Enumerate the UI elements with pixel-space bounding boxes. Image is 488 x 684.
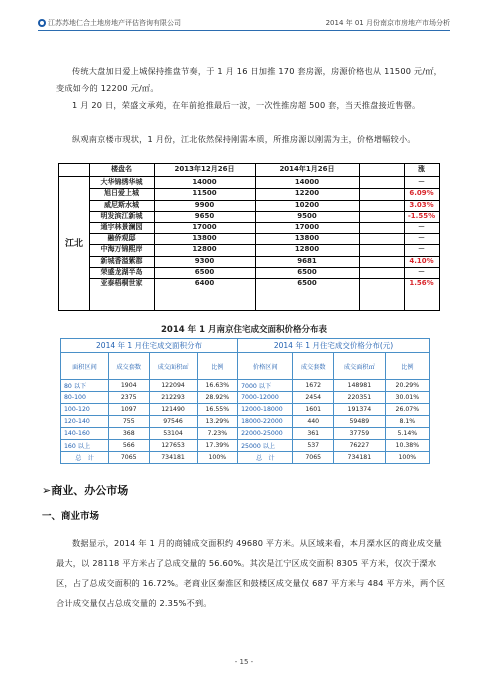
col-header: 成交面积㎡ [334,353,386,380]
grid-line [255,164,256,310]
area-size-cell: 127653 [149,440,197,452]
col-header: 面积区间 [61,353,109,380]
price-table-row [59,233,439,244]
area-size-cell: 122094 [149,380,197,392]
area-range-cell: 总 计 [61,452,109,464]
col-header: 成交套数 [108,353,149,380]
price-size-cell: 148981 [334,380,386,392]
grid-line [359,164,360,310]
price-table-row [59,256,439,267]
distribution-table-row [61,380,430,392]
price-table-header-row [59,164,439,175]
price-table-row [59,267,439,278]
area-count-cell: 1904 [108,380,149,392]
area-size-cell: 734181 [149,452,197,464]
col-header: 成交面积㎡ [149,353,197,380]
price-count-cell: 537 [293,440,334,452]
page-number: - 15 - [234,658,254,666]
change-cell: 4.10% [409,256,434,265]
dec-price-cell: 6500 [194,267,215,276]
column-header-row [61,353,430,380]
grid-line [89,233,439,234]
price-count-cell: 2454 [293,392,334,404]
grid-line [89,267,439,268]
area-range-cell: 80 以下 [61,380,109,392]
price-range-cell: 18000-22000 [238,416,293,428]
header-divider [38,30,450,31]
jan-price-cell: 9500 [297,211,317,220]
sub-heading: 一、商业市场 [42,511,100,522]
grid-line [89,164,90,310]
col-header: 价格区间 [238,353,293,380]
jan-price-cell: 10200 [294,200,320,209]
area-count-cell: 7065 [108,452,149,464]
price-size-cell: 76227 [334,440,386,452]
project-name-cell: 旭日爱上城 [104,189,139,198]
project-name-cell: 亚泰梧桐世家 [100,279,143,287]
area-range-cell: 100-120 [61,404,109,416]
jan-price-cell: 9681 [297,256,317,265]
grid-line [89,256,439,257]
area-size-cell: 212293 [149,392,197,404]
commercial-paragraph: 数据显示，2014 年 1 月的商铺成交面积约 49680 平方米。从区域来看，本月溧水区的商业成交量最大，以 28118 平方米占了总成交量的 56.60%。其次是江宁区成交面积 8305 平方米，仅次于溧水区，占了总成交面积的 16.72%。老商业区秦淮区和鼓楼区成交量仅 687 平方米与 484 平方米，两个区合计成交量仅占总成交量的 2.35%不到。 [56,538,446,608]
project-name-cell: 威尼斯水城 [104,200,139,209]
intro-paragraph-3: 纵观南京楼市现状，1 月份，江北依然保持刚需本质，所推房源以刚需为主，价格增幅较小。 [72,134,416,144]
area-ratio-cell: 17.39% [197,440,238,452]
change-cell: 6.09% [409,189,434,198]
price-count-cell: 361 [293,428,334,440]
col-header: 成交套数 [293,353,334,380]
change-cell: 3.03% [409,200,434,209]
company-logo-icon [38,19,46,27]
area-ratio-cell: 28.92% [197,392,238,404]
price-ratio-cell: 10.38% [385,440,429,452]
price-table-row [59,188,439,199]
area-count-cell: 755 [108,416,149,428]
distribution-table-row [61,392,430,404]
grid-line [89,200,439,201]
project-name-cell: 中海万锦熙岸 [100,245,143,254]
distribution-table-row [61,404,430,416]
area-size-cell: 97546 [149,416,197,428]
grid-line [89,244,439,245]
price-count-cell: 1672 [293,380,334,392]
area-size-cell: 121490 [149,404,197,416]
section-heading: ➢商业、办公市场 [42,484,129,497]
change-cell: － [418,178,425,187]
grid-line [59,176,439,177]
price-size-cell: 37759 [334,428,386,440]
section-header-row [61,339,430,353]
price-change-table [58,163,440,311]
price-size-cell: 220351 [334,392,386,404]
price-range-cell: 25000 以上 [238,440,293,452]
dec-price-cell: 13800 [192,234,217,243]
grid-line [154,164,155,310]
area-range-cell: 140-160 [61,428,109,440]
price-size-cell: 59489 [334,416,386,428]
price-table-header-cell: 涨 [418,165,425,173]
dec-price-cell: 11500 [192,189,217,198]
change-cell: － [418,267,425,276]
header-report-title: 2014 年 01 月份南京市房地产市场分析 [325,19,450,27]
dec-price-cell: 12800 [192,245,217,254]
price-ratio-cell: 30.01% [385,392,429,404]
price-range-cell: 12000-18000 [238,404,293,416]
price-table-row [59,177,439,188]
distribution-table-title: 2014 年 1 月南京住宅成交面积价格分布表 [161,325,327,335]
jan-price-cell: 12200 [294,189,320,198]
col-header: 比例 [385,353,429,380]
price-range-cell: 7000-12000 [238,392,293,404]
jan-price-cell: 14000 [294,178,320,187]
grid-line [89,211,439,212]
grid-line [89,222,439,223]
dec-price-cell: 14000 [192,178,217,187]
price-table-row [59,211,439,222]
price-section-header: 2014 年 1 月住宅成交价格分布(元) [238,339,430,353]
page-header [38,18,450,32]
dec-price-cell: 6400 [194,279,215,287]
jan-price-cell: 12800 [294,245,320,254]
intro-paragraph-2: 1 月 20 日，荣盛文承苑，在年前抢推最后一波，一次性推房超 500 套，当天推盘接近售罄。 [72,100,421,110]
area-ratio-cell: 13.29% [197,416,238,428]
project-name-cell: 融侨观邸 [107,234,136,243]
area-count-cell: 566 [108,440,149,452]
distribution-table-row [61,416,430,428]
area-range-cell: 120-140 [61,416,109,428]
price-ratio-cell: 5.14% [385,428,429,440]
dec-price-cell: 17000 [192,223,217,231]
price-table-row [59,200,439,211]
grid-line [89,188,439,189]
price-ratio-cell: 26.07% [385,404,429,416]
change-cell: － [418,223,425,231]
project-name-cell: 荣盛龙湖半岛 [100,267,143,276]
price-range-cell: 22000-25000 [238,428,293,440]
price-count-cell: 1601 [293,404,334,416]
price-table-header-cell: 楼盘名 [111,165,132,173]
area-count-cell: 2375 [108,392,149,404]
area-ratio-cell: 16.55% [197,404,238,416]
area-count-cell: 368 [108,428,149,440]
arrow-bullet-icon: ➢ [42,484,52,497]
price-table-row [59,222,439,233]
project-name-cell: 大华锦绣华城 [100,178,143,187]
header-company: 江苏苏地仁合土地房地产评估咨询有限公司 [48,19,181,27]
price-ratio-cell: 8.1% [385,416,429,428]
dec-price-cell: 9300 [194,256,215,265]
dec-price-cell: 9900 [194,200,215,209]
jan-price-cell: 13800 [294,234,320,243]
area-count-cell: 1097 [108,404,149,416]
change-cell: － [418,245,425,254]
area-range-cell: 160 以上 [61,440,109,452]
price-size-cell: 191374 [334,404,386,416]
area-ratio-cell: 7.23% [197,428,238,440]
price-size-cell: 734181 [334,452,386,464]
price-table-row [59,244,439,255]
project-name-cell: 新城香溢紫郡 [100,256,143,265]
distribution-table [60,338,430,464]
price-ratio-cell: 20.29% [385,380,429,392]
area-range-cell: 80-100 [61,392,109,404]
distribution-table-row [61,452,430,464]
dec-price-cell: 9650 [194,211,215,220]
price-count-cell: 440 [293,416,334,428]
intro-paragraph-1: 传统大盘加日爱上城保持推盘节奏，于 1 月 16 日加推 170 套房源，房源价格也从 11500 元/㎡，变成如今的 12200 元/㎡。 [56,66,443,93]
price-table-header-cell: 2014年1月26日 [279,165,335,173]
jan-price-cell: 17000 [294,223,320,231]
grid-line [89,278,439,279]
price-range-cell: 7000 以下 [238,380,293,392]
project-name-cell: 明发滨江新城 [100,211,143,220]
change-cell: -1.55% [407,211,436,220]
price-table-header-cell: 2013年12月26日 [174,165,235,173]
grid-line [404,164,405,310]
distribution-table-row [61,428,430,440]
area-section-header: 2014 年 1 月住宅成交面积分布 [61,339,238,353]
price-range-cell: 总 计 [238,452,293,464]
col-header: 比例 [197,353,238,380]
area-ratio-cell: 100% [197,452,238,464]
distribution-table-row [61,440,430,452]
change-cell: 1.56% [409,279,434,287]
region-cell: 江北 [64,239,83,249]
change-cell: － [418,234,425,243]
project-name-cell: 通宇林景澜园 [100,223,143,231]
jan-price-cell: 6500 [297,267,317,276]
price-ratio-cell: 100% [385,452,429,464]
price-table-row [59,278,439,289]
jan-price-cell: 6500 [297,279,317,287]
area-ratio-cell: 16.63% [197,380,238,392]
area-size-cell: 53104 [149,428,197,440]
price-count-cell: 7065 [293,452,334,464]
